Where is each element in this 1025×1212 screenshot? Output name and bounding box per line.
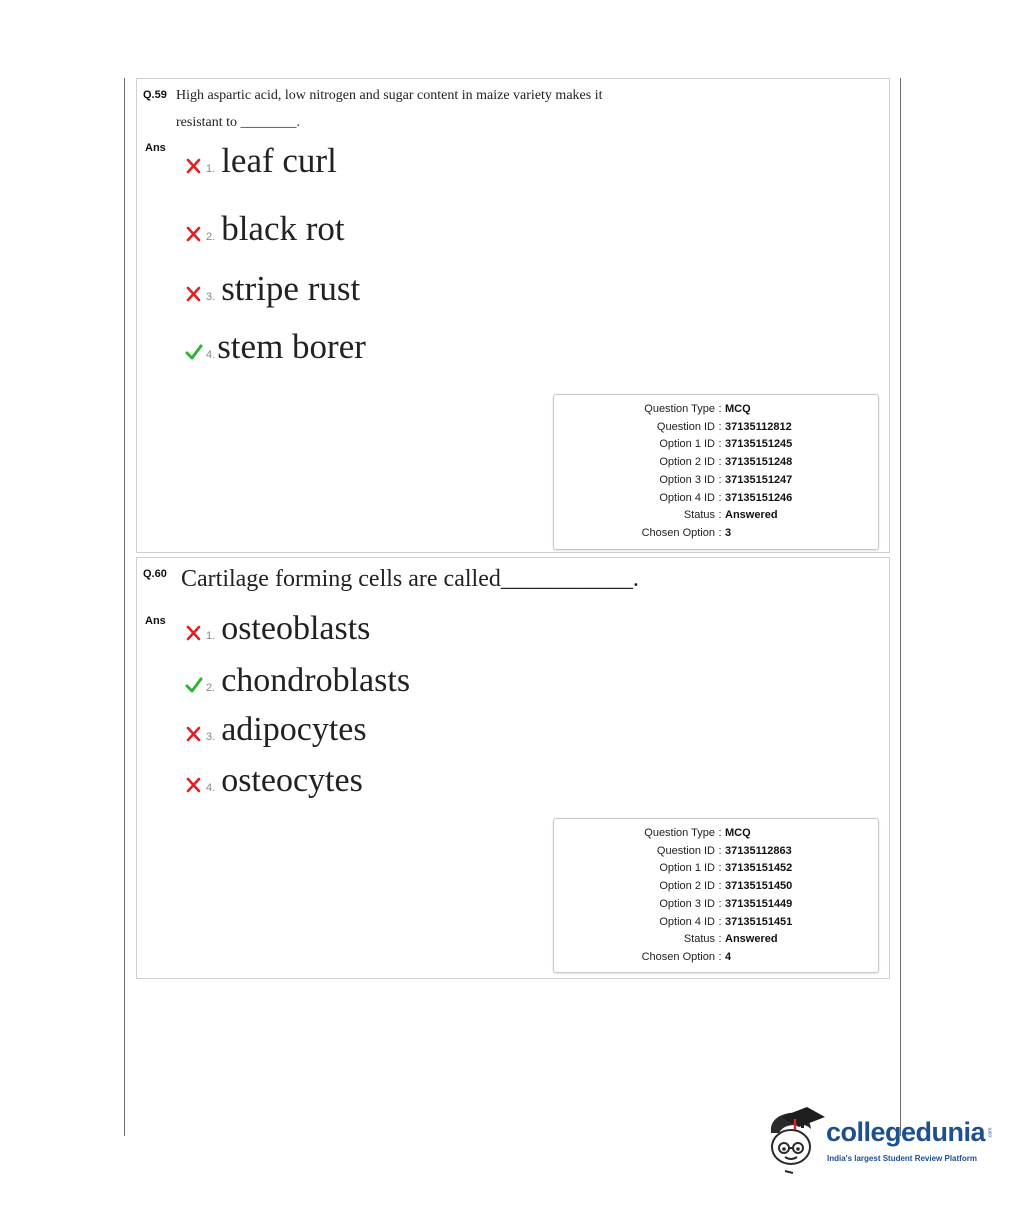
answer-label: Ans: [145, 142, 166, 154]
question-block-60: [136, 557, 890, 979]
meta-row: Question Type : MCQ: [644, 403, 751, 415]
question-meta-panel: [553, 394, 879, 550]
cross-icon: [185, 777, 205, 798]
meta-row: Option 4 ID : 37135151451: [659, 915, 793, 928]
meta-row: Chosen Option : 4: [641, 950, 732, 963]
cross-icon: [185, 158, 205, 179]
question-text-line1: Cartilage forming cells are called___________.: [181, 566, 639, 592]
meta-row: Option 2 ID : 37135151450: [659, 880, 793, 893]
meta-row: Status : Answered: [683, 933, 778, 946]
cross-icon: [185, 226, 205, 247]
option-text: leaf curl: [221, 141, 337, 180]
option-1: [185, 610, 370, 648]
meta-row: Option 2 ID : 37135151248: [659, 456, 793, 469]
meta-row: Status : Answered: [683, 509, 778, 522]
meta-row: Option 1 ID : 37135151245: [659, 438, 793, 451]
option-1: [185, 141, 337, 181]
option-2: [185, 209, 345, 249]
answer-label: Ans: [145, 615, 166, 627]
page-left-border: [124, 78, 125, 1136]
question-block-59: [136, 78, 890, 553]
meta-row: Question ID : 37135112812: [656, 420, 792, 433]
logo-brand-name: collegedunia: [826, 1117, 986, 1147]
logo-tagline: India's largest Student Review Platform: [827, 1154, 977, 1163]
option-number: 2.: [206, 231, 216, 243]
option-text: osteocytes: [221, 762, 363, 799]
option-text: osteoblasts: [221, 610, 371, 647]
option-number: 1.: [206, 630, 216, 642]
cross-icon: [185, 726, 205, 747]
option-number: 3.: [206, 291, 216, 303]
option-number: 1.: [206, 163, 216, 175]
meta-row: Option 1 ID : 37135151452: [659, 862, 793, 875]
question-text-line1: High aspartic acid, low nitrogen and sugar content in maize variety makes it: [176, 88, 603, 103]
mascot-icon: [765, 1103, 825, 1175]
meta-row: Option 3 ID : 37135151449: [659, 897, 793, 910]
option-4: [185, 327, 366, 367]
meta-row: Option 3 ID : 37135151247: [659, 473, 793, 486]
check-icon: [185, 677, 205, 698]
question-meta-panel: [553, 818, 879, 973]
check-icon: [185, 344, 205, 365]
meta-row: Question Type : MCQ: [644, 827, 751, 839]
question-number: Q.60: [143, 568, 167, 580]
option-3: [185, 269, 360, 309]
logo-suffix: .com: [987, 1127, 994, 1139]
option-2: [185, 662, 410, 700]
meta-row: Option 4 ID : 37135151246: [659, 491, 793, 504]
option-4: [185, 762, 363, 800]
option-text: adipocytes: [221, 711, 367, 748]
meta-row: Question ID : 37135112863: [656, 844, 792, 857]
option-text: stripe rust: [221, 269, 361, 308]
page-right-border: [900, 78, 901, 1136]
option-text: black rot: [221, 209, 345, 248]
option-3: [185, 711, 367, 749]
option-number: 4.: [206, 782, 216, 794]
collegedunia-logo[interactable]: [765, 1103, 995, 1175]
cross-icon: [185, 625, 205, 646]
option-number: 3.: [206, 731, 216, 743]
option-number: 4.: [206, 349, 216, 361]
question-number: Q.59: [143, 89, 167, 101]
question-text-line2: resistant to ________.: [176, 115, 301, 130]
option-text: stem borer: [217, 327, 366, 366]
meta-row: Chosen Option : 3: [641, 526, 732, 539]
option-number: 2.: [206, 682, 216, 694]
cross-icon: [185, 286, 205, 307]
option-text: chondroblasts: [221, 662, 411, 699]
